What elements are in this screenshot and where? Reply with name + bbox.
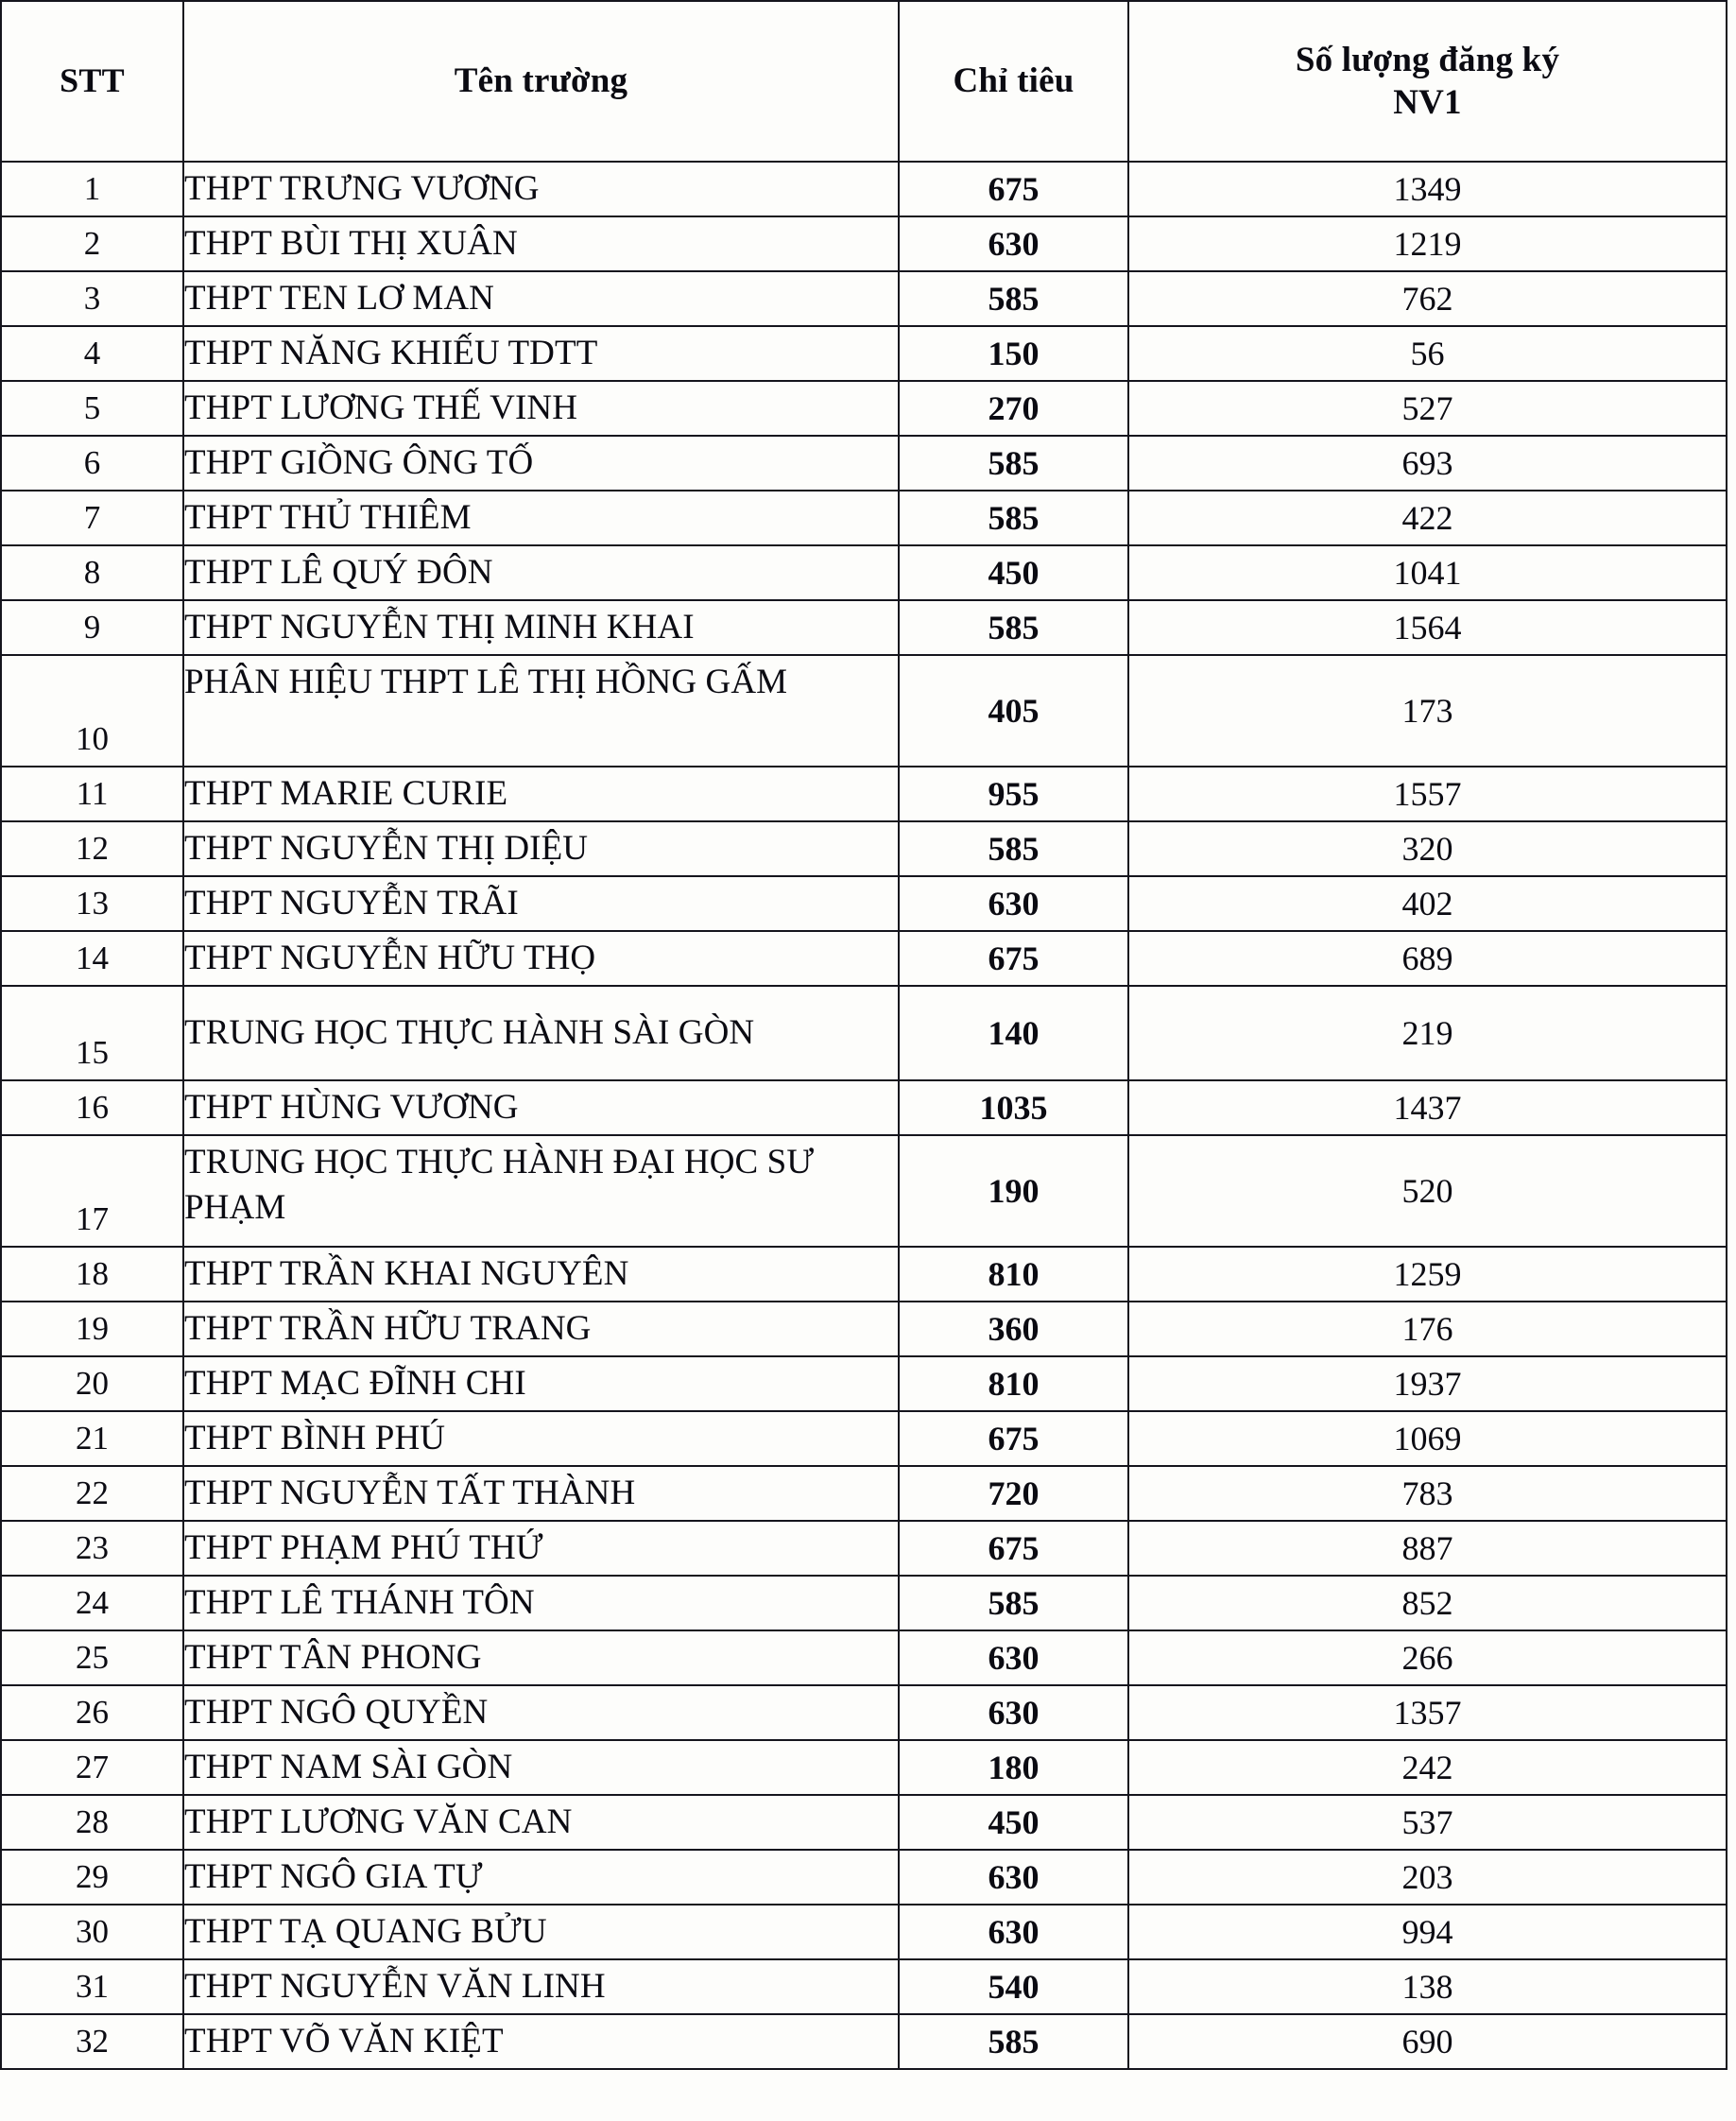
table-row [1,1740,1727,1795]
cell-quota: 140 [899,986,1128,1080]
table-row [1,1080,1727,1135]
cell-stt: 31 [1,1959,183,2014]
cell-quota: 450 [899,545,1128,600]
cell-school-name: THPT NGUYỄN TRÃI [183,876,899,931]
cell-school-name: THPT NGUYỄN THỊ DIỆU [183,821,899,876]
cell-nv1: 693 [1128,436,1727,491]
table-row [1,162,1727,216]
cell-stt: 9 [1,600,183,655]
table-body [1,162,1727,2069]
cell-nv1: 994 [1128,1905,1727,1959]
table-row [1,1795,1727,1850]
cell-quota: 675 [899,162,1128,216]
cell-school-name: THPT TRƯNG VƯƠNG [183,162,899,216]
cell-stt: 29 [1,1850,183,1905]
table-row [1,216,1727,271]
cell-quota: 540 [899,1959,1128,2014]
cell-school-name: TRUNG HỌC THỰC HÀNH ĐẠI HỌC SƯ PHẠM [183,1135,899,1247]
cell-quota: 585 [899,491,1128,545]
cell-nv1: 138 [1128,1959,1727,2014]
cell-nv1: 783 [1128,1466,1727,1521]
cell-school-name: PHÂN HIỆU THPT LÊ THỊ HỒNG GẤM [183,655,899,767]
table-row [1,491,1727,545]
cell-quota: 630 [899,216,1128,271]
table-row [1,436,1727,491]
table-row [1,545,1727,600]
cell-stt: 30 [1,1905,183,1959]
table-row [1,821,1727,876]
cell-school-name: THPT GIỒNG ÔNG TỐ [183,436,899,491]
table-row [1,1302,1727,1356]
cell-school-name: THPT BÙI THỊ XUÂN [183,216,899,271]
cell-stt: 23 [1,1521,183,1576]
cell-nv1: 1564 [1128,600,1727,655]
table-row [1,1356,1727,1411]
cell-nv1: 852 [1128,1576,1727,1630]
column-header-stt: STT [1,1,183,162]
cell-school-name: THPT TEN LƠ MAN [183,271,899,326]
table-row [1,1466,1727,1521]
cell-school-name: THPT NGUYỄN HỮU THỌ [183,931,899,986]
cell-nv1: 402 [1128,876,1727,931]
table-row [1,1521,1727,1576]
cell-nv1: 320 [1128,821,1727,876]
cell-school-name: THPT LÊ THÁNH TÔN [183,1576,899,1630]
cell-school-name: THPT NGUYỄN VĂN LINH [183,1959,899,2014]
cell-stt: 19 [1,1302,183,1356]
cell-quota: 630 [899,876,1128,931]
cell-nv1: 176 [1128,1302,1727,1356]
cell-stt: 10 [1,655,183,767]
cell-nv1: 219 [1128,986,1727,1080]
table-row [1,1411,1727,1466]
cell-school-name: THPT NGÔ GIA TỰ [183,1850,899,1905]
cell-school-name: THPT MARIE CURIE [183,767,899,821]
cell-quota: 630 [899,1630,1128,1685]
column-header-school-name: Tên trường [183,1,899,162]
cell-stt: 32 [1,2014,183,2069]
cell-stt: 11 [1,767,183,821]
cell-quota: 180 [899,1740,1128,1795]
cell-quota: 585 [899,436,1128,491]
table-row [1,1905,1727,1959]
cell-quota: 585 [899,821,1128,876]
cell-stt: 20 [1,1356,183,1411]
cell-school-name: TRUNG HỌC THỰC HÀNH SÀI GÒN [183,986,899,1080]
table-row [1,326,1727,381]
cell-school-name: THPT MẠC ĐĨNH CHI [183,1356,899,1411]
cell-school-name: THPT NGUYỄN THỊ MINH KHAI [183,600,899,655]
cell-nv1: 1437 [1128,1080,1727,1135]
cell-stt: 15 [1,986,183,1080]
cell-stt: 26 [1,1685,183,1740]
cell-quota: 810 [899,1356,1128,1411]
cell-school-name: THPT LÊ QUÝ ĐÔN [183,545,899,600]
cell-quota: 585 [899,600,1128,655]
cell-nv1: 887 [1128,1521,1727,1576]
table-row [1,767,1727,821]
cell-nv1: 173 [1128,655,1727,767]
table-row [1,931,1727,986]
cell-stt: 13 [1,876,183,931]
cell-quota: 405 [899,655,1128,767]
cell-nv1: 1349 [1128,162,1727,216]
cell-school-name: THPT NGUYỄN TẤT THÀNH [183,1466,899,1521]
cell-quota: 720 [899,1466,1128,1521]
cell-school-name: THPT TẠ QUANG BỬU [183,1905,899,1959]
cell-nv1: 762 [1128,271,1727,326]
table-row [1,1959,1727,2014]
cell-quota: 270 [899,381,1128,436]
cell-stt: 5 [1,381,183,436]
cell-nv1: 203 [1128,1850,1727,1905]
cell-nv1: 1557 [1128,767,1727,821]
cell-stt: 28 [1,1795,183,1850]
cell-stt: 14 [1,931,183,986]
cell-school-name: THPT NĂNG KHIẾU TDTT [183,326,899,381]
cell-school-name: THPT THỦ THIÊM [183,491,899,545]
table-row [1,600,1727,655]
cell-nv1: 1219 [1128,216,1727,271]
cell-nv1: 520 [1128,1135,1727,1247]
cell-school-name: THPT PHẠM PHÚ THỨ [183,1521,899,1576]
cell-school-name: THPT NGÔ QUYỀN [183,1685,899,1740]
table-row [1,1135,1727,1247]
table-row [1,2014,1727,2069]
cell-quota: 360 [899,1302,1128,1356]
cell-quota: 585 [899,2014,1128,2069]
cell-stt: 7 [1,491,183,545]
table-row [1,655,1727,767]
cell-stt: 24 [1,1576,183,1630]
cell-stt: 3 [1,271,183,326]
cell-stt: 16 [1,1080,183,1135]
cell-stt: 17 [1,1135,183,1247]
cell-nv1: 537 [1128,1795,1727,1850]
cell-stt: 6 [1,436,183,491]
cell-nv1: 1041 [1128,545,1727,600]
cell-stt: 1 [1,162,183,216]
cell-quota: 585 [899,271,1128,326]
cell-school-name: THPT TÂN PHONG [183,1630,899,1685]
cell-quota: 810 [899,1247,1128,1302]
cell-nv1: 56 [1128,326,1727,381]
cell-stt: 8 [1,545,183,600]
table-row [1,1630,1727,1685]
cell-stt: 4 [1,326,183,381]
cell-stt: 18 [1,1247,183,1302]
cell-nv1: 690 [1128,2014,1727,2069]
cell-nv1: 1259 [1128,1247,1727,1302]
cell-stt: 2 [1,216,183,271]
cell-stt: 22 [1,1466,183,1521]
cell-nv1: 1069 [1128,1411,1727,1466]
cell-stt: 27 [1,1740,183,1795]
cell-quota: 675 [899,1521,1128,1576]
cell-school-name: THPT HÙNG VƯƠNG [183,1080,899,1135]
cell-school-name: THPT TRẦN HỮU TRANG [183,1302,899,1356]
table-row [1,271,1727,326]
cell-quota: 190 [899,1135,1128,1247]
cell-nv1: 266 [1128,1630,1727,1685]
cell-school-name: THPT LƯƠNG VĂN CAN [183,1795,899,1850]
cell-stt: 25 [1,1630,183,1685]
cell-quota: 150 [899,326,1128,381]
cell-nv1: 422 [1128,491,1727,545]
table-header [1,1,1727,162]
table-row [1,1247,1727,1302]
cell-quota: 630 [899,1905,1128,1959]
cell-quota: 1035 [899,1080,1128,1135]
table-row [1,876,1727,931]
cell-quota: 675 [899,931,1128,986]
cell-quota: 630 [899,1850,1128,1905]
cell-nv1: 1937 [1128,1356,1727,1411]
column-header-quota: Chỉ tiêu [899,1,1128,162]
cell-quota: 955 [899,767,1128,821]
cell-nv1: 1357 [1128,1685,1727,1740]
cell-quota: 630 [899,1685,1128,1740]
table-row [1,986,1727,1080]
cell-school-name: THPT TRẦN KHAI NGUYÊN [183,1247,899,1302]
column-header-nv1-line1: Số lượng đăng ký [1295,40,1560,79]
cell-school-name: THPT LƯƠNG THẾ VINH [183,381,899,436]
cell-school-name: THPT BÌNH PHÚ [183,1411,899,1466]
table-row [1,381,1727,436]
table-row [1,1850,1727,1905]
cell-quota: 675 [899,1411,1128,1466]
cell-nv1: 689 [1128,931,1727,986]
cell-school-name: THPT NAM SÀI GÒN [183,1740,899,1795]
header-row [1,1,1727,162]
cell-quota: 585 [899,1576,1128,1630]
column-header-nv1 [1128,1,1727,162]
cell-stt: 21 [1,1411,183,1466]
table-row [1,1685,1727,1740]
cell-nv1: 242 [1128,1740,1727,1795]
cell-school-name: THPT VÕ VĂN KIỆT [183,2014,899,2069]
cell-quota: 450 [899,1795,1128,1850]
column-header-nv1-line2: NV1 [1393,83,1462,122]
cell-nv1: 527 [1128,381,1727,436]
table-row [1,1576,1727,1630]
cell-stt: 12 [1,821,183,876]
